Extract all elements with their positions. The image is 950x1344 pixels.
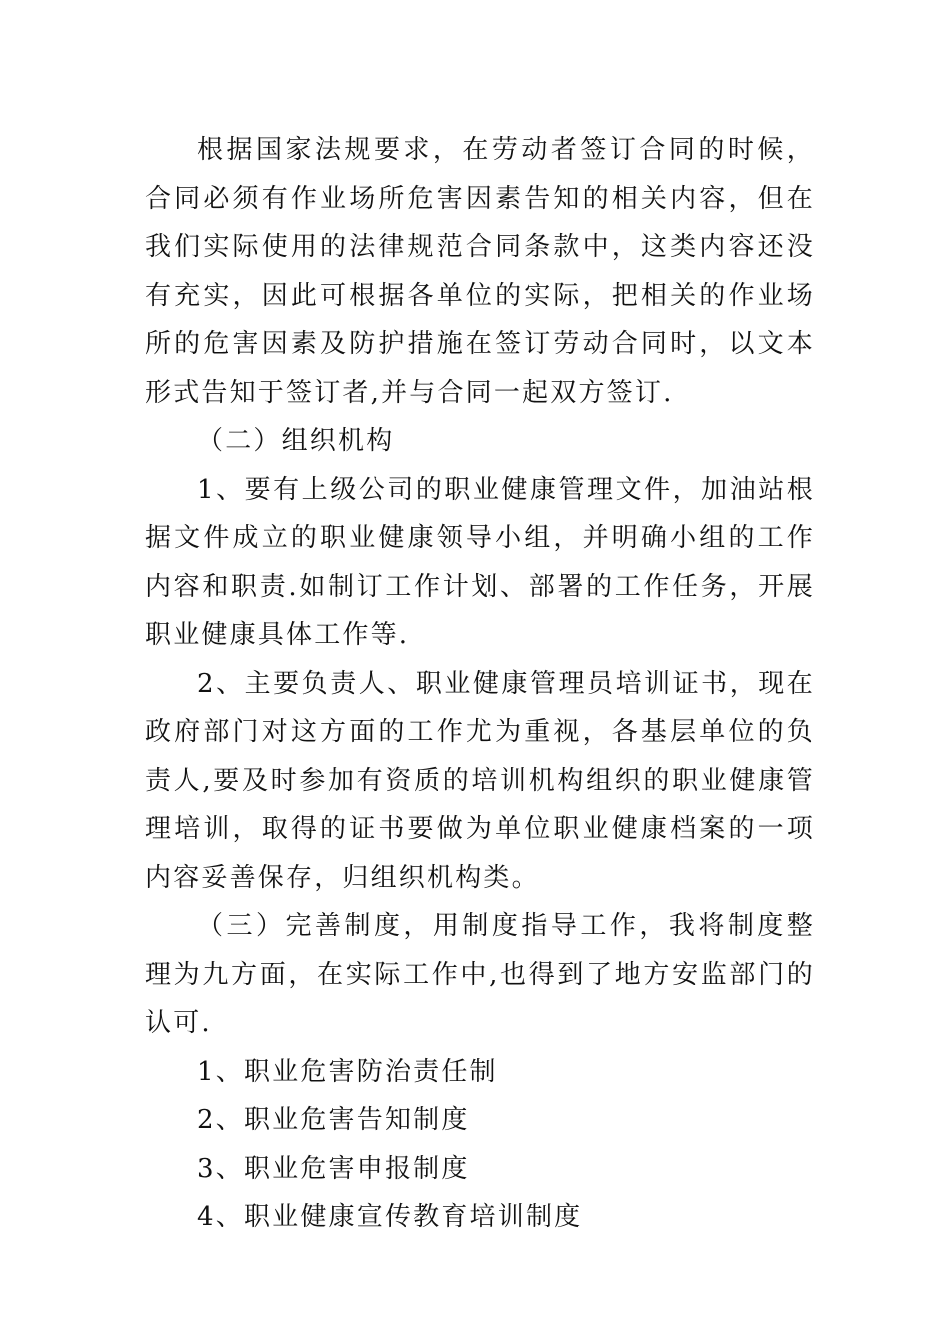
paragraph-management-files: 1、要有上级公司的职业健康管理文件，加油站根据文件成立的职业健康领导小组，并明确小组的工作内容和职责.如制订工作计划、部署的工作任务，开展职业健康具体工作等. [145, 474, 815, 650]
paragraph-contract-notice: 根据国家法规要求，在劳动者签订合同的时候，合同必须有作业场所危害因素告知的相关内容，但在我们实际使用的法律规范合同条款中，这类内容还没有充实，因此可根据各单位的实际，把相关的作业场所的危害因素及防护措施在签订劳动合同时，以文本形式告知于签订者,并与合同一起双方签订. [145, 135, 815, 408]
list-item-notification: 2、职业危害告知制度 [197, 1105, 470, 1135]
section-heading-rules: （三）完善制度，用制度指导工作，我将制度整理为九方面，在实际工作中,也得到了地方安监部门的认可. [145, 911, 815, 1038]
list-item-declaration: 3、职业危害申报制度 [197, 1153, 470, 1184]
paragraph-training-certificates: 2、主要负责人、职业健康管理员培训证书，现在政府部门对这方面的工作尤为重视，各基层单位的负责人,要及时参加有资质的培训机构组织的职业健康管理培训，取得的证书要做为单位职业健康档案的一项内容妥善保存，归组织机构类。 [145, 668, 815, 893]
section-heading-organization: （二）组织机构 [197, 426, 395, 456]
document-body [145, 126, 815, 1242]
list-item-training: 4、职业健康宣传教育培训制度 [197, 1202, 583, 1232]
list-item-responsibility: 1、职业危害防治责任制 [197, 1056, 498, 1087]
